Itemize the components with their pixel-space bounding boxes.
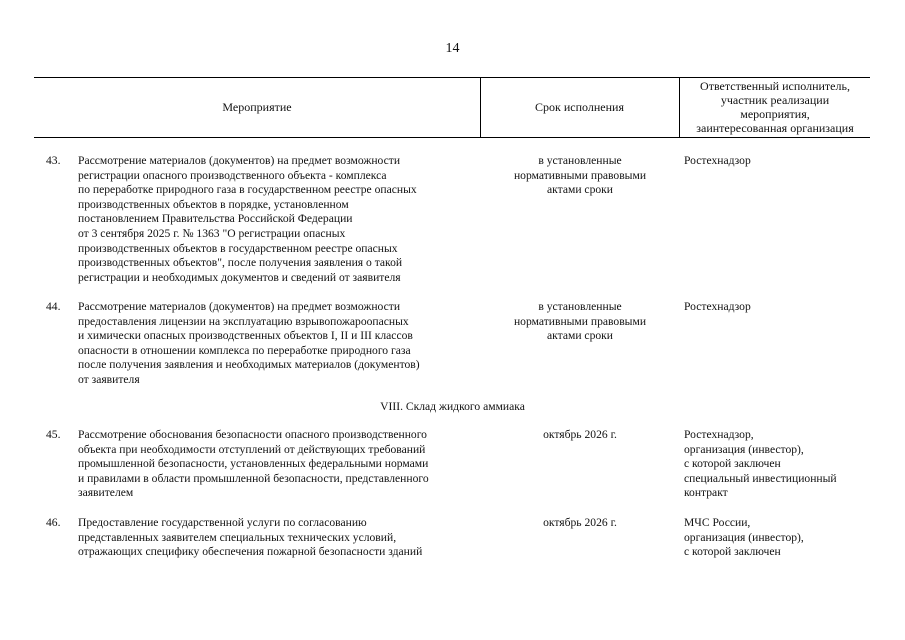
row-description: Рассмотрение материалов (документов) на предмет возможности регистрации опасного производственного объекта - комплекса по переработке природного газа в государственном реестре опасных производственных объектов в порядке, установленном постановлением Правительства Российской Федерации от 3 сентября 2025 г. № 1363 "О регистрации опасных производственных объектов в государственном реестре опасных производственных объектов", после получения заявления о такой регистрации и необходимых документов и сведений от заявителя <box>78 154 417 284</box>
row-responsible: Ростехнадзор <box>684 300 751 313</box>
row-responsible: Ростехнадзор <box>684 154 751 167</box>
row-number: 46. <box>46 516 61 529</box>
row-number: 44. <box>46 300 61 313</box>
row-number: 43. <box>46 154 61 167</box>
row-description: Предоставление государственной услуги по согласованию представленных заявителем специальных технических условий, отражающих специфику обеспечения пожарной безопасности зданий <box>78 516 423 559</box>
section-title: VIII. Склад жидкого аммиака <box>380 400 525 413</box>
row-term: октябрь 2026 г. <box>543 428 617 441</box>
row-responsible: МЧС России, организация (инвестор), с которой заключен <box>684 516 804 559</box>
header-term: Срок исполнения <box>535 100 624 114</box>
row-term: октябрь 2026 г. <box>543 516 617 529</box>
page-number: 14 <box>445 41 460 56</box>
row-term: в установленные нормативными правовыми актами сроки <box>513 300 647 343</box>
row-term: в установленные нормативными правовыми актами сроки <box>513 154 647 197</box>
row-description: Рассмотрение материалов (документов) на предмет возможности предоставления лицензии на эксплуатацию взрывопожароопасных и химически опасных производственных объектов I, II и III классов опасности в отношении комплекса по переработке природного газа после получения заявления и необходимых материалов (документов) от заявителя <box>78 300 420 386</box>
header-event: Мероприятие <box>222 100 292 114</box>
row-description: Рассмотрение обоснования безопасности опасного производственного объекта при необходимости отступлений от действующих требований промышленной безопасности, установленных федеральными нормами и правилами в области промышленной безопасности, представленного заявителем <box>78 428 429 500</box>
header-responsible: Ответственный исполнитель, участник реализации мероприятия, заинтересованная организация <box>696 79 854 135</box>
table-header-bottom-rule <box>34 137 870 138</box>
row-responsible: Ростехнадзор, организация (инвестор), с которой заключен специальный инвестиционный контракт <box>684 428 837 500</box>
row-number: 45. <box>46 428 61 441</box>
